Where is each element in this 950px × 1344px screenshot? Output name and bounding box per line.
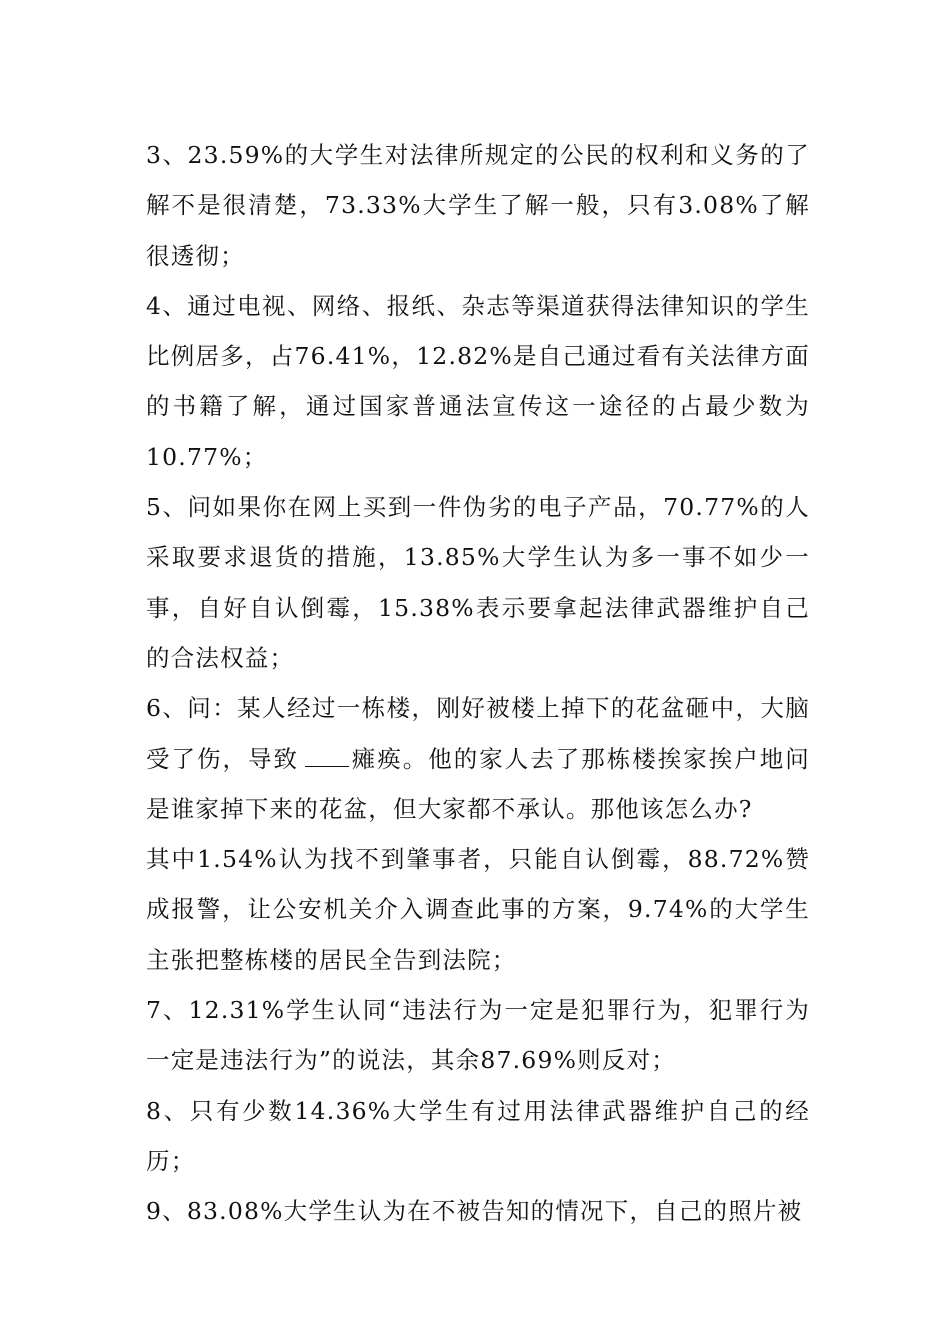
fill-in-blank-line: [305, 765, 349, 767]
paragraph-item-6-results: 其中1.54%认为找不到肇事者，只能自认倒霉，88.72%赞成报警，让公安机关介入调查此事的方案，9.74%的大学生主张把整栋楼的居民全告到法院；: [146, 845, 810, 974]
paragraph-item-6: [146, 683, 810, 834]
paragraph-item-8: 8、只有少数14.36%大学生有过用法律武器维护自己的经历；: [146, 1096, 810, 1175]
paragraph-item-6-part-2: 瘫痪。他的家人去了那栋楼挨家挨户地问是谁家掉下来的花盆，但大家都不承认。那他该怎么办?: [146, 744, 810, 823]
paragraph-item-6-part-1: 6、问：某人经过一栋楼，刚好被楼上掉下的花盆砸中，大脑受了伤，导致: [146, 694, 810, 773]
paragraph-item-4: 4、通过电视、网络、报纸、杂志等渠道获得法律知识的学生比例居多，占76.41%，12.82%是自己通过看有关法律方面的书籍了解，通过国家普通法宣传这一途径的占最少数为10.77%；: [146, 291, 810, 471]
paragraph-item-9: 9、83.08%大学生认为在不被告知的情况下，自己的照片被: [146, 1197, 803, 1226]
paragraph-item-3: 3、23.59%的大学生对法律所规定的公民的权利和义务的了解不是很清楚，73.33%大学生了解一般，只有3.08%了解很透彻；: [146, 141, 810, 270]
document-body: [146, 130, 810, 1237]
paragraph-item-5: 5、问如果你在网上买到一件伪劣的电子产品，70.77%的人采取要求退货的措施，13.85%大学生认为多一事不如少一事，自好自认倒霉，15.38%表示要拿起法律武器维护自己的合法权益；: [146, 493, 810, 672]
paragraph-item-7: 7、12.31%学生认同“违法行为一定是犯罪行为，犯罪行为一定是违法行为”的说法，其余87.69%则反对；: [146, 996, 810, 1075]
